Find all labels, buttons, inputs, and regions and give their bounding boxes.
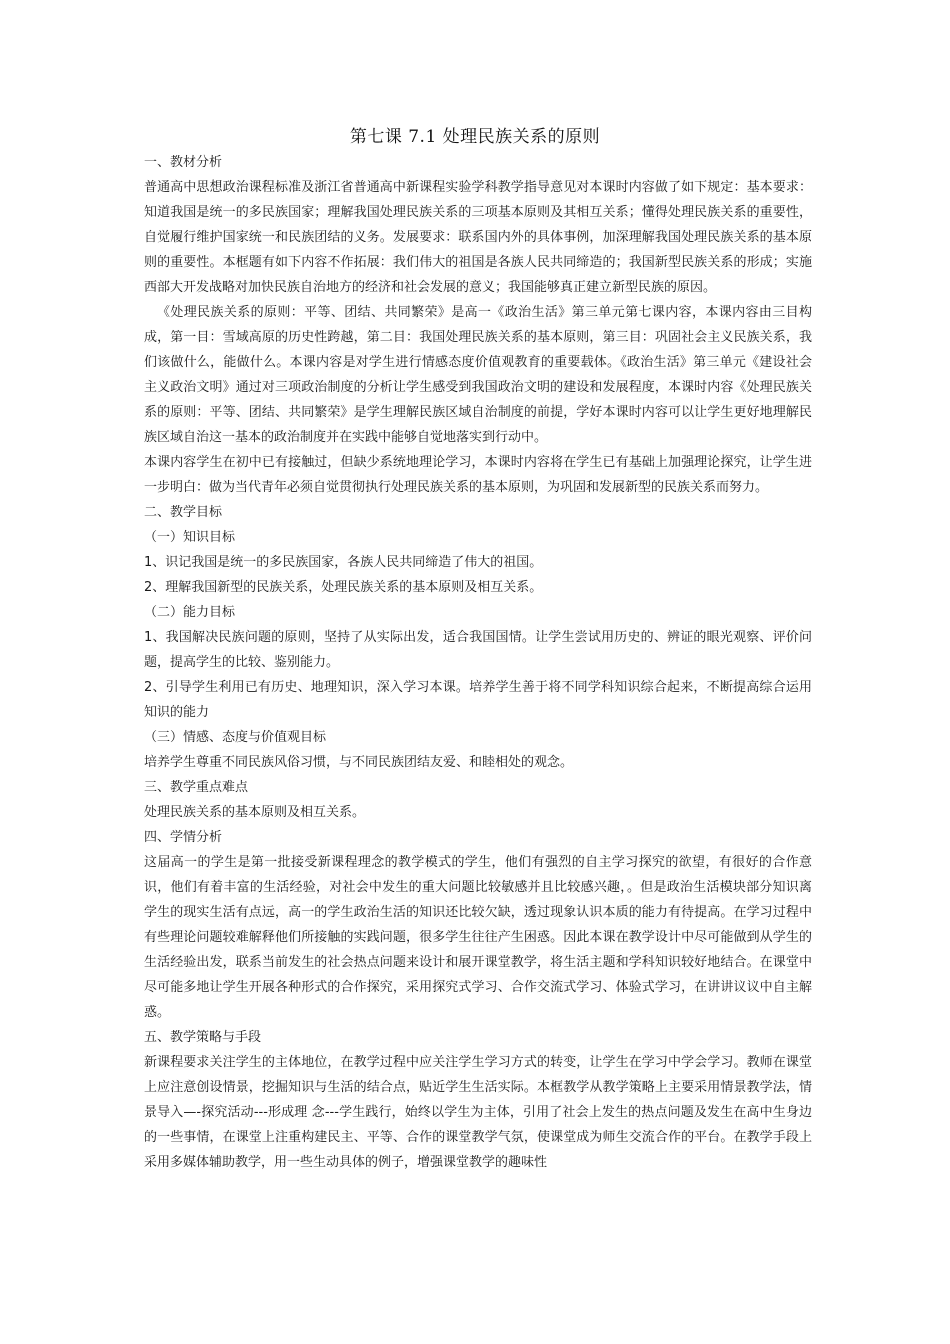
paragraph-lesson-content: 《处理民族关系的原则：平等、团结、共同繁荣》是高一《政治生活》第三单元第七课内容，本课内容由三目构成，第一目：雪域高原的历史性跨越，第二目：我国处理民族关系的基本原则，第三目：巩固社会主义民族关系，我们该做什么，能做什么。本课内容是对学生进行情感态度价值观教育的重要载体。《政治生活》第三单元《建设社会主义政治文明》通过对三项政治制度的分析让学生感受到我国政治文明的建设和发展程度，本课时内容《处理民族关系的原则：平等、团结、共同繁荣》是学生理解民族区域自治制度的前提，学好本课时内容可以让学生更好地理解民族区域自治这一基本的政治制度并在实践中能够自觉地落实到行动中。	[144, 305, 812, 445]
section-heading-textbook-analysis: 一、教材分析	[144, 155, 223, 170]
paragraph-learner-analysis: 这届高一的学生是第一批接受新课程理念的教学模式的学生，他们有强烈的自主学习探究的欲望，有很好的合作意识，他们有着丰富的生活经验，对社会中发生的重大问题比较敏感并且比较感兴趣，。但是政治生活模块部分知识离学生的现实生活有点远，高一的学生政治生活的知识还比较欠缺，透过现象认识本质的能力有待提高。在学习过程中有些理论问题较难解释他们所接触的实践问题，很多学生往往产生困惑。因此本课在教学设计中尽可能做到从学生的生活经验出发，联系当前发生的社会热点问题来设计和展开课堂教学，将生活主题和学科知识较好地结合。在课堂中尽可能多地让学生开展各种形式的合作探究，采用探究式学习、合作交流式学习、体验式学习，在讲讲议议中自主解惑。	[144, 855, 812, 1020]
paragraph-curriculum-requirements: 普通高中思想政治课程标准及浙江省普通高中新课程实验学科教学指导意见对本课时内容做了如下规定：基本要求：知道我国是统一的多民族国家；理解我国处理民族关系的三项基本原则及其相互关系；懂得处理民族关系的重要性，自觉履行维护国家统一和民族团结的义务。发展要求：联系国内外的具体事例，加深理解我国处理民族关系的基本原则的重要性。本框题有如下内容不作拓展：我们伟大的祖国是各族人民共同缔造的；我国新型民族关系的形成；实施西部大开发战略对加快民族自治地方的经济和社会发展的意义；我国能够真正建立新型民族的原因。	[144, 180, 812, 295]
document-title: 第七课 7.1 处理民族关系的原则	[349, 127, 601, 147]
section-heading-learner-analysis: 四、学情分析	[144, 830, 223, 845]
subheading-ability-goals: （二）能力目标	[144, 605, 236, 620]
list-item-ability-2: 2、引导学生利用已有历史、地理知识，深入学习本课。培养学生善于将不同学科知识综合起来，不断提高综合运用知识的能力	[144, 680, 812, 720]
paragraph-values-goal: 培养学生尊重不同民族风俗习惯，与不同民族团结友爱、和睦相处的观念。	[144, 755, 574, 770]
list-item-ability-1: 1、我国解决民族问题的原则，坚持了从实际出发，适合我国国情。让学生尝试用历史的、辨证的眼光观察、评价问题，提高学生的比较、鉴别能力。	[144, 630, 812, 670]
paragraph-strategies: 新课程要求关注学生的主体地位，在教学过程中应关注学生学习方式的转变，让学生在学习中学会学习。教师在课堂上应注意创设情景，挖掘知识与生活的结合点，贴近学生生活实际。本框教学从教学策略上主要采用情景教学法，情景导入—-探究活动---形成理 念---学生践行，始终以学生为主体，引用了社会上发生的热点问题及发生在高中生身边的一些事情，在课堂上注重构建民主、平等、合作的课堂教学气氛，使课堂成为师生交流合作的平台。在教学手段上采用多媒体辅助教学，用一些生动具体的例子，增强课堂教学的趣味性	[144, 1055, 812, 1170]
paragraph-key-points: 处理民族关系的基本原则及相互关系。	[144, 805, 366, 820]
section-heading-teaching-goals: 二、教学目标	[144, 505, 223, 520]
subheading-knowledge-goals: （一）知识目标	[144, 530, 236, 545]
list-item-knowledge-2: 2、理解我国新型的民族关系，处理民族关系的基本原则及相互关系。	[144, 580, 543, 595]
section-heading-key-points: 三、教学重点难点	[144, 780, 249, 795]
paragraph-student-background: 本课内容学生在初中已有接触过，但缺少系统地理论学习，本课时内容将在学生已有基础上加强理论探究，让学生进一步明白：做为当代青年必须自觉贯彻执行处理民族关系的基本原则，为巩固和发展新型的民族关系而努力。	[144, 455, 812, 495]
section-heading-strategies: 五、教学策略与手段	[144, 1030, 262, 1045]
list-item-knowledge-1: 1、识记我国是统一的多民族国家，各族人民共同缔造了伟大的祖国。	[144, 555, 543, 570]
document-body	[144, 150, 812, 1175]
subheading-values-goals: （三）情感、态度与价值观目标	[144, 730, 327, 745]
